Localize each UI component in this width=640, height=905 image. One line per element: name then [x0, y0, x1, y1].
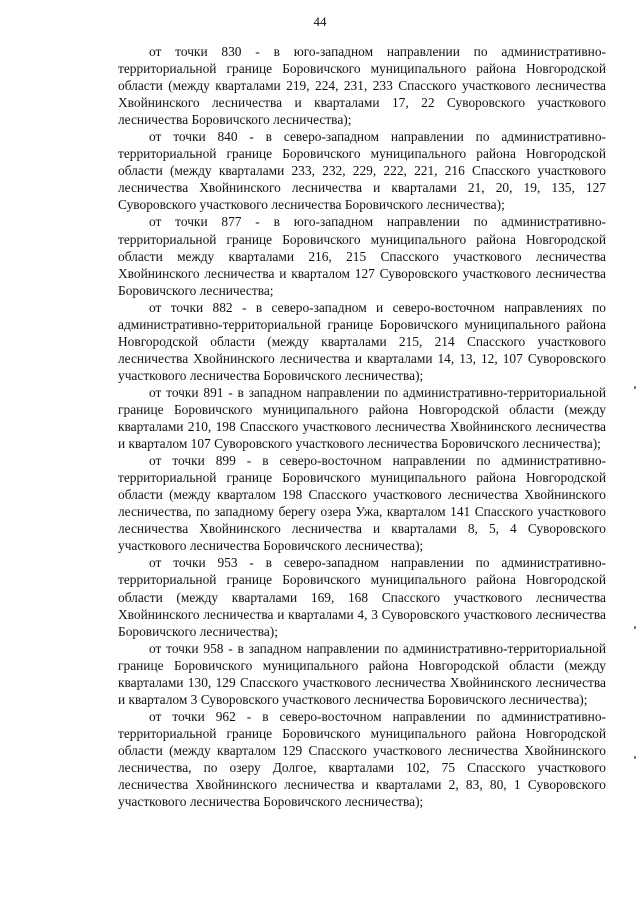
boundary-paragraph-962: от точки 962 - в северо-восточном направлении по административно-территориальной границе Боровичского муниципального района Новгородской области (между кварталом 129 Спасского участкового лесничества Хвойнинского лесничества, по озеру Долгое, кварталами 102, 75 Спасского участкового лесничества Хвойнинского лесничества и кварталами 2, 83, 80, 1 Суворовского участкового лесничества Боровичского лесничества); [118, 708, 606, 810]
boundary-paragraph-830: от точки 830 - в юго-западном направлении по административно-территориальной границе Боровичского муниципального района Новгородской области (между кварталами 219, 224, 231, 233 Спасского участкового лесничества Хвойнинского лесничества и кварталами 17, 22 Суворовского участкового лесничества Боровичского лесничества); [118, 44, 606, 128]
boundary-paragraph-877: от точки 877 - в юго-западном направлении по административно-территориальной границе Боровичского муниципального района Новгородской области между кварталами 216, 215 Спасского участкового лесничества Хвойнинского лесничества и кварталом 127 Суворовского участкового лесничества Боровичского лесничества; [118, 214, 606, 298]
page-number: 44 [313, 14, 327, 29]
boundary-paragraph-899: от точки 899 - в северо-восточном направлении по административно-территориальной границе Боровичского муниципального района Новгородской области (между кварталом 198 Спасского участкового лесничества Хвойнинского лесничества, по западному берегу озера Ужа, кварталом 141 Спасского участкового лесничества Хвойнинского лесничества и кварталами 8, 5, 4 Суворовского участкового лесничества Боровичского лесничества); [118, 453, 606, 554]
boundary-paragraph-891: от точки 891 - в западном направлении по административно-территориальной границе Боровичского муниципального района Новгородской области (между кварталами 210, 198 Спасского участкового лесничества Хвойнинского лесничества и кварталом 107 Суворовского участкового лесничества Боровичского лесничества); [118, 384, 606, 452]
boundary-paragraph-953: от точки 953 - в северо-западном направлении по административно-территориальной границе Боровичского муниципального района Новгородской области (между кварталами 169, 168 Спасского участкового лесничества Хвойнинского лесничества и кварталами 4, 3 Суворовского участкового лесничества Боровичского лесничества); [118, 555, 606, 639]
scan-artifact-mark [634, 626, 636, 629]
boundary-paragraph-958: от точки 958 - в западном направлении по административно-территориальной границе Боровичского муниципального района Новгородской области (между кварталами 130, 129 Спасского участкового лесничества Хвойнинского лесничества и кварталом 3 Суворовского участкового лесничества Боровичского лесничества); [118, 640, 606, 707]
boundary-paragraph-882: от точки 882 - в северо-западном и северо-восточном направлениях по административно-территориальной границе Боровичского муниципального района Новгородской области (между кварталами 215, 214 Спасского участкового лесничества Хвойнинского лесничества и кварталами 14, 13, 12, 107 Суворовского участкового лесничества Боровичского лесничества); [118, 299, 606, 383]
document-body [118, 43, 606, 810]
boundary-paragraph-840: от точки 840 - в северо-западном направлении по административно-территориальной границе Боровичского муниципального района Новгородской области (между кварталами 233, 232, 229, 222, 221, 216 Спасского участкового лесничества Хвойнинского лесничества и кварталами 21, 20, 19, 135, 127 Суворовского участкового лесничества Боровичского лесничества); [118, 129, 606, 213]
scan-artifact-mark [634, 756, 636, 759]
scan-artifact-mark [634, 386, 636, 389]
